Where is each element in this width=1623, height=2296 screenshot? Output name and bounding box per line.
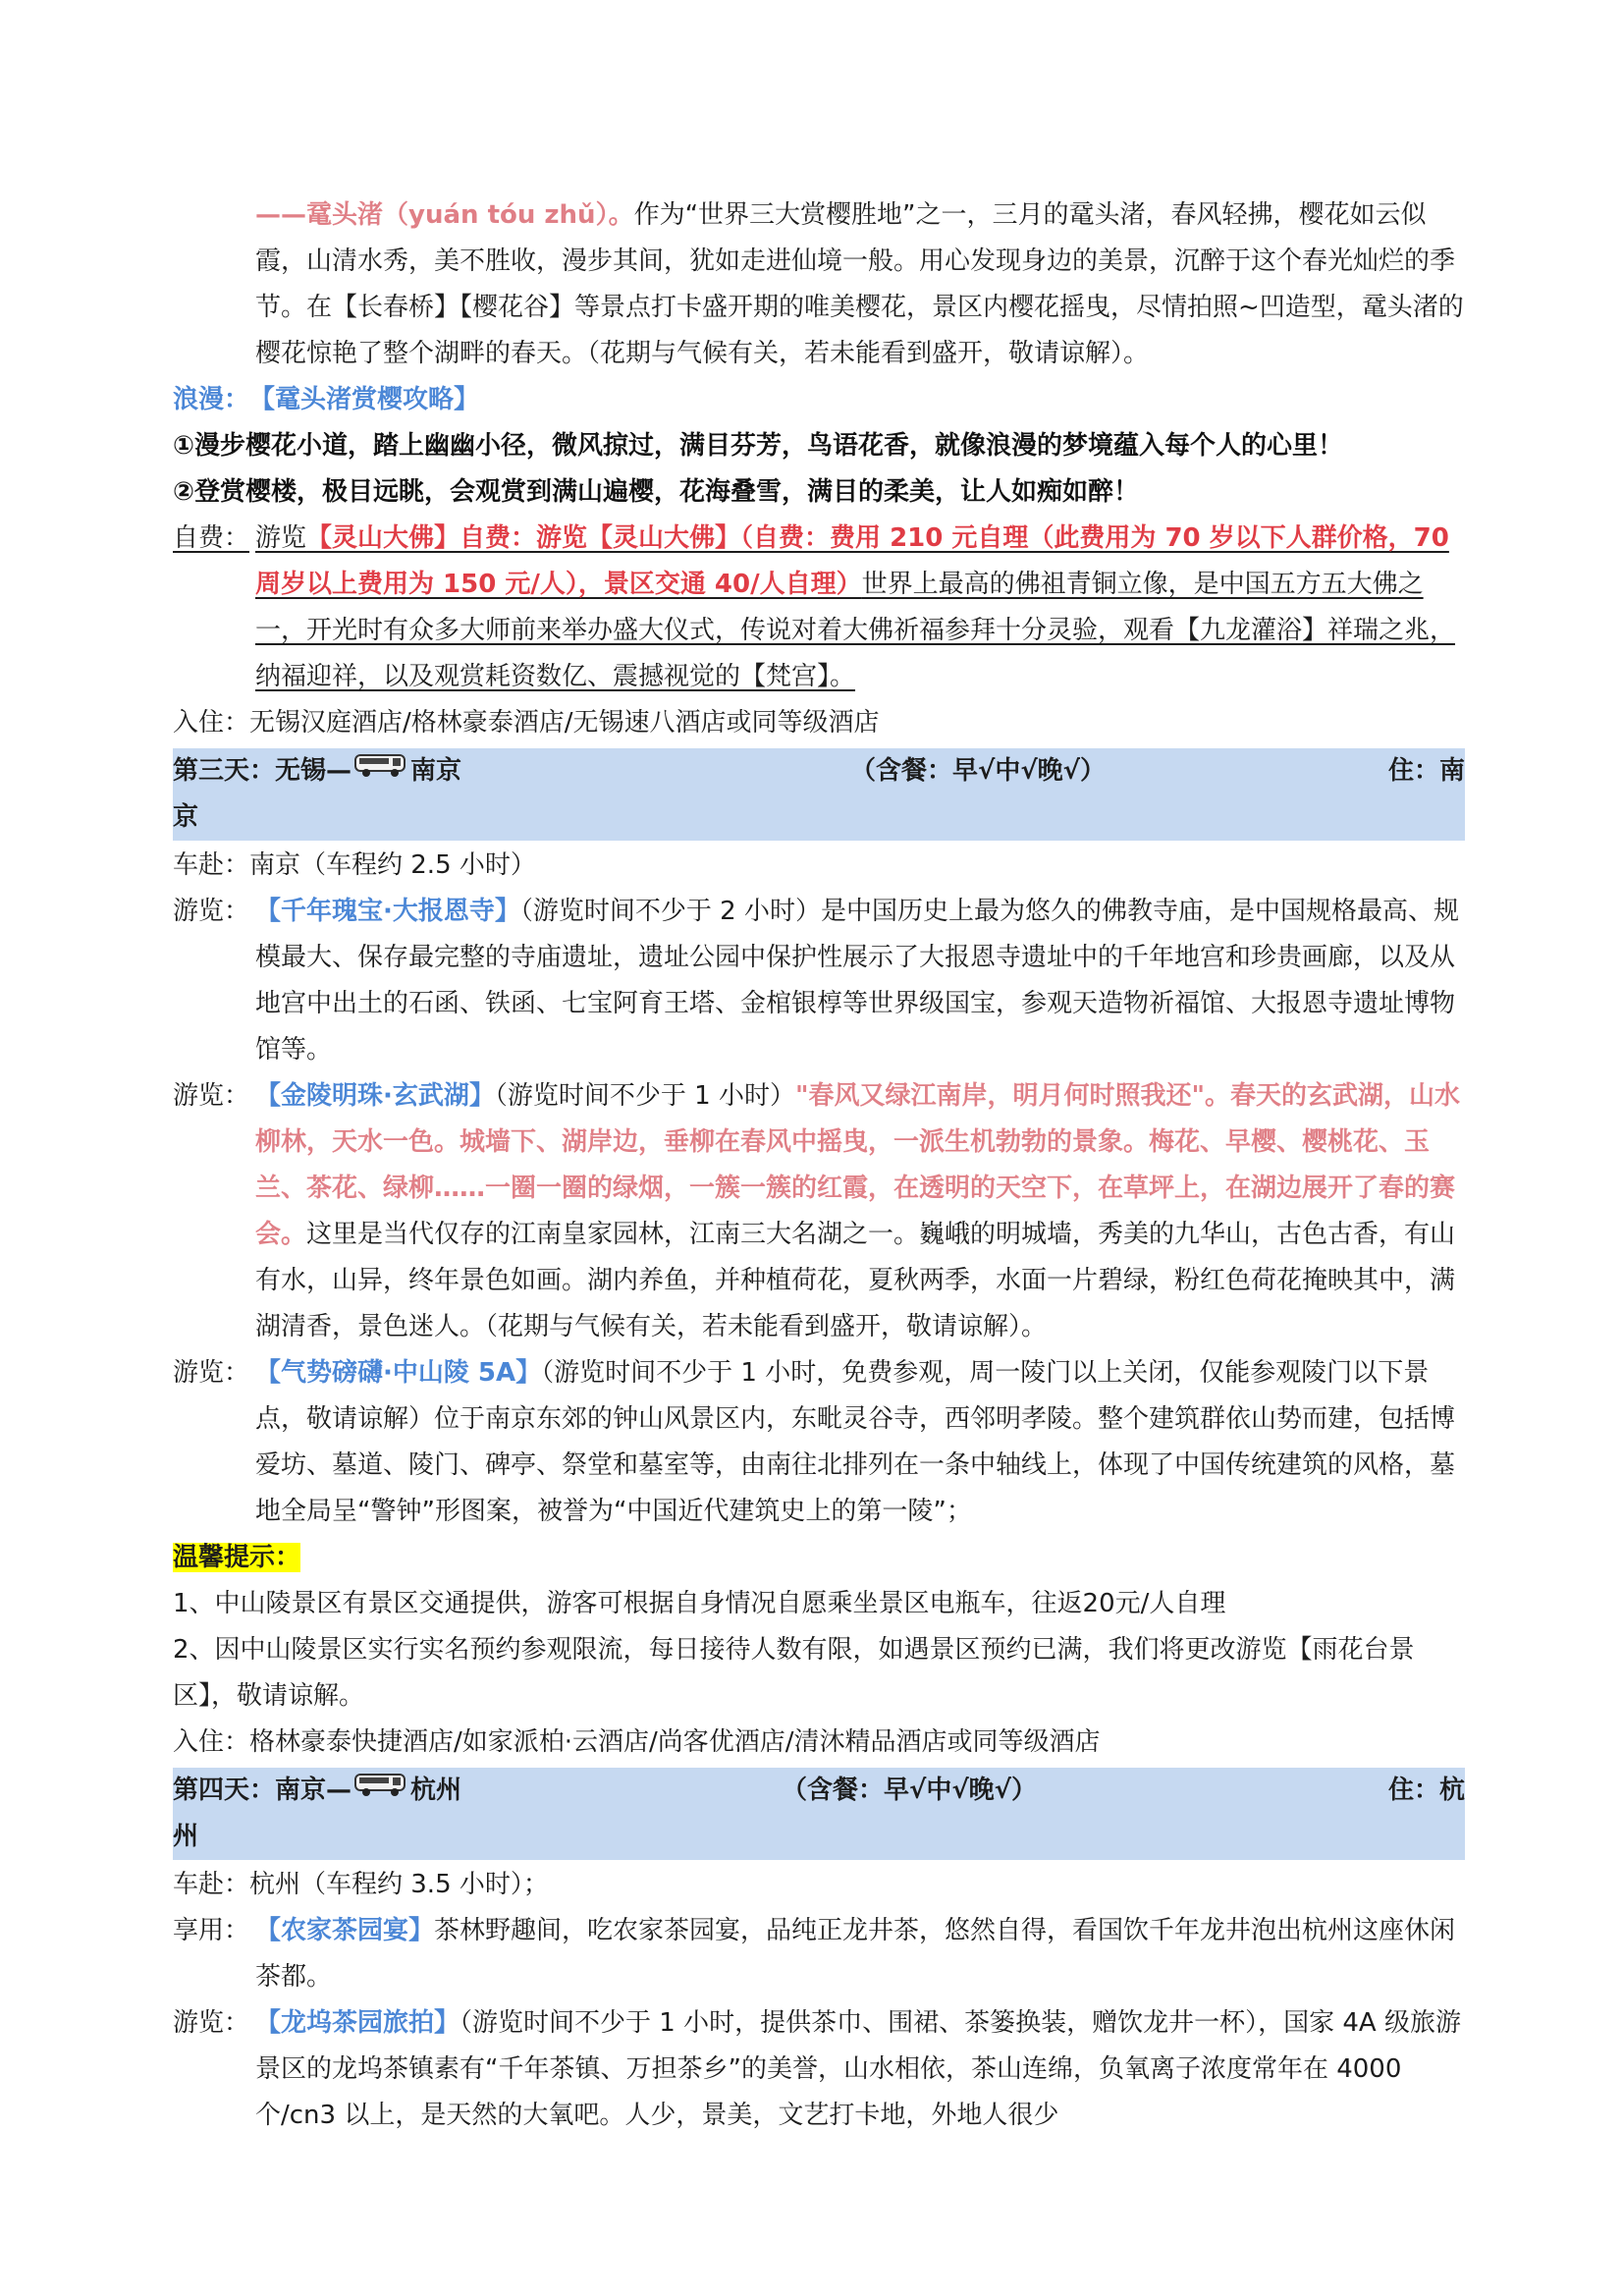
romance-label: 浪漫： [173,385,250,414]
spot-title: 【金陵明珠·玄武湖】 [255,1081,495,1111]
spot-title: 【龙坞茶园旅拍】 [255,2008,460,2038]
romance-bullet-2: ②登赏樱楼，极目远眺，会观赏到满山遍樱，花海叠雪，满目的柔美，让人如痴如醉！ [173,477,1140,507]
tips-heading: 温馨提示： [173,1543,301,1572]
stay-day2: 入住：无锡汉庭酒店/格林豪泰酒店/无锡速八酒店或同等级酒店 [173,708,880,738]
stay-day3: 入住：格林豪泰快捷酒店/如家派柏·云酒店/尚客优酒店/清沐精品酒店或同等级酒店 [173,1727,1101,1757]
day3-drive: 车赴：南京（车程约 2.5 小时） [173,850,536,880]
romance-title: 【鼋头渚赏樱攻略】 [249,385,480,414]
day4-stay-city-cont: 州 [173,1822,199,1851]
day4-meals: （含餐：早√中√晚√） [782,1776,1038,1805]
bus-icon [353,748,408,794]
day4-enjoy: 享用： 【农家茶园宴】茶林野趣间，吃农家茶园宴，品纯正龙井茶，悠然自得，看国饮千年龙井泡出杭州这座休闲茶都。 [173,1916,1456,1992]
selfpay-label: 自费： [173,523,250,553]
day3-title: 第三天：无锡— 南京 [173,748,461,794]
intro-highlight: ——鼋头渚（yuán tóu zhǔ）。 [255,200,634,230]
itinerary-page [173,192,1465,2139]
day3-stay-city-cont: 京 [173,802,199,832]
day3-stay-city: 住：南 [1387,756,1465,786]
day3-spot-3: 游览： 【气势磅礴·中山陵 5A】（游览时间不少于 1 小时，免费参观，周一陵门以上关闭，仅能参观陵门以下景点，敬请谅解）位于南京东郊的钟山风景区内，东毗灵谷寺，西邻明孝陵。整个建筑群依山势而建，包括博爱坊、墓道、陵门、碑亭、祭堂和墓室等，由南往北排列在一条中轴线上，体现了中国传统建筑的风格，墓地全局呈“警钟”形图案，被誉为“中国近代建筑史上的第一陵”； [173,1358,1456,1526]
intro-text: 作为“世界三大赏樱胜地”之一，三月的鼋头渚，春风轻拂，樱花如云似霞，山清水秀，美不胜收，漫步其间，犹如走进仙境一般。用心发现身边的美景，沉醉于这个春光灿烂的季节。在【长春桥】【樱花谷】等景点打卡盛开期的唯美樱花，景区内樱花摇曳，尽情拍照~凹造型，鼋头渚的樱花惊艳了整个湖畔的春天。（花期与气候有关，若未能看到盛开，敬请谅解）。 [255,200,1464,368]
day3-spot-1: 游览： 【千年瑰宝·大报恩寺】（游览时间不少于 2 小时）是中国历史上最为悠久的佛教寺庙，是中国规格最高、规模最大、保存最完整的寺庙遗址，遗址公园中保护性展示了大报恩寺遗址中的千年地宫和珍贵画廊，以及从地宫中出土的石函、铁函、七宝阿育王塔、金棺银椁等世界级国宝，参观天造物祈福馆、大报恩寺遗址博物馆等。 [173,897,1459,1065]
day3-spot-2: 游览： 【金陵明珠·玄武湖】（游览时间不少于 1 小时）"春风又绿江南岸，明月何时照我还"。春天的玄武湖，山水柳林，天水一色。城墙下、湖岸边，垂柳在春风中摇曳，一派生机勃勃的景象。梅花、早樱、樱桃花、玉兰、茶花、绿柳……一圈一圈的绿烟，一簇一簇的红霞，在透明的天空下，在草坪上，在湖边展开了春的赛会。这里是当代仅存的江南皇家园林，江南三大名湖之一。巍峨的明城墙，秀美的九华山，古色古香，有山有水，山异，终年景色如画。湖内养鱼，并种植荷花，夏秋两季，水面一片碧绿，粉红色荷花掩映其中，满湖清香，景色迷人。（花期与气候有关，若未能看到盛开，敬请谅解）。 [173,1081,1461,1341]
bus-icon [353,1768,408,1814]
day3-header [173,748,1465,841]
selfpay-content [255,516,1465,700]
tip-2: 2、因中山陵景区实行实名预约参观限流，每日接待人数有限，如遇景区预约已满，我们将更改游览【雨花台景区】，敬请谅解。 [173,1635,1415,1711]
day4-stay-city: 住：杭 [1387,1776,1465,1805]
selfpay-desc: 世界上最高的佛祖青铜立像，是中国五方五大佛之一，开光时有众多大师前来举办盛大仪式，传说对着大佛祈福参拜十分灵验，观看【九龙灌浴】祥瑞之兆，纳福迎祥，以及观赏耗资数亿、震撼视觉的【梵宫】。 [255,570,1456,691]
day4-tour: 游览： 【龙坞茶园旅拍】（游览时间不少于 1 小时，提供茶巾、围裙、茶篓换装，赠饮龙井一杯），国家 4A 级旅游景区的龙坞茶镇素有“千年茶镇、万担茶乡”的美誉，山水相依，茶山连绵，负氧离子浓度常年在 4000 个/cn3 以上，是天然的大氧吧。人少，景美，文艺打卡地，外地人很少 [173,2008,1461,2130]
day4-title: 第四天：南京— 杭州 [173,1768,461,1814]
selfpay-lead: 游览 [255,523,307,553]
selfpay-block [173,516,1465,700]
romance-bullet-1: ①漫步樱花小道，踏上幽幽小径，微风掠过，满目芬芳，鸟语花香，就像浪漫的梦境蕴入每个人的心里！ [173,431,1344,461]
spot-title: 【农家茶园宴】 [255,1916,435,1945]
romance-heading [173,377,1465,423]
spot-title: 【气势磅礴·中山陵 5A】 [255,1358,542,1388]
intro-paragraph [173,192,1465,377]
tip-1: 1、中山陵景区有景区交通提供，游客可根据自身情况自愿乘坐景区电瓶车，往返20元/人自理 [173,1589,1226,1618]
day3-meals: （含餐：早√中√晚√） [850,756,1107,786]
selfpay-price: 【灵山大佛】自费：游览【灵山大佛】（自费：费用 210 元自理（此费用为 70 岁以下人群价格，70 周岁以上费用为 150 元/人），景区交通 40/人自理） [255,523,1449,599]
day4-drive: 车赴：杭州（车程约 3.5 小时）； [173,1870,549,1899]
day4-header [173,1768,1465,1860]
spot-title: 【千年瑰宝·大报恩寺】 [255,897,520,926]
